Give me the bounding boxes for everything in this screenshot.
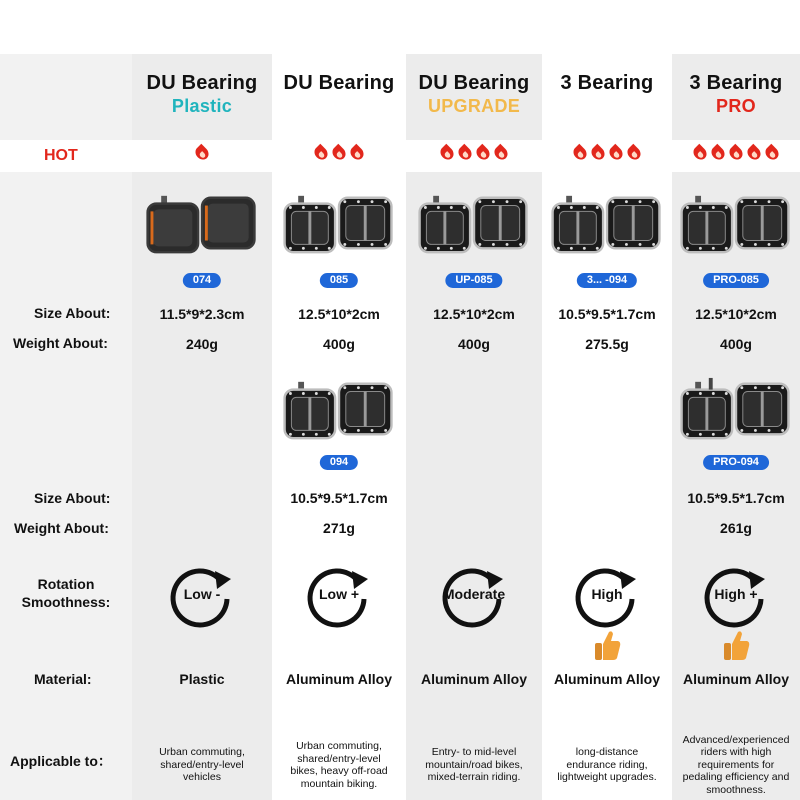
hot-rating xyxy=(672,144,800,162)
applicable-line: endurance riding, xyxy=(566,758,648,771)
applicable-text xyxy=(132,746,272,784)
rotation-dial-icon xyxy=(703,563,769,629)
smoothness-value: Low - xyxy=(183,586,221,602)
pedal-photo xyxy=(272,190,406,258)
weight-label-2: Weight About: xyxy=(14,520,109,536)
column-subtitle: Plastic xyxy=(171,96,233,116)
applicable-line: mountain/road bikes, xyxy=(425,758,523,771)
pedal-photo xyxy=(542,190,672,258)
column-title: DU Bearing xyxy=(146,72,258,94)
flame-icon xyxy=(746,144,762,162)
applicable-line: pedaling efficiency and xyxy=(682,771,790,784)
applicable-line: Advanced/experienced xyxy=(682,733,790,746)
applicable-text xyxy=(672,734,800,797)
flame-icon xyxy=(493,144,509,162)
weight-value: 275.5g xyxy=(585,336,629,352)
size-label-2: Size About: xyxy=(34,490,111,506)
product-column xyxy=(542,54,672,800)
applicable-text xyxy=(542,746,672,784)
size-label: Size About: xyxy=(34,305,111,321)
weight-value: 400g xyxy=(323,336,355,352)
applicable-text xyxy=(406,746,542,784)
hot-rating xyxy=(542,144,672,162)
size-value: 11.5*9*2.3cm xyxy=(159,306,245,322)
applicable-line: Urban commuting, xyxy=(296,740,382,752)
weight-value: 400g xyxy=(720,336,752,352)
flame-icon xyxy=(457,144,473,162)
pedal-photo xyxy=(672,190,800,258)
weight-value: 400g xyxy=(458,336,490,352)
applicable-line: vehicles xyxy=(183,771,221,784)
model-badge: 3... -094 xyxy=(577,273,637,288)
flame-icon xyxy=(572,144,588,162)
flame-icon xyxy=(475,144,491,162)
pedal-image xyxy=(677,376,795,444)
flame-icon xyxy=(313,144,329,162)
size-value: 10.5*9.5*1.7cm xyxy=(558,306,656,322)
size-value: 12.5*10*2cm xyxy=(695,306,777,322)
pedal-image xyxy=(280,190,398,258)
model-badge: 094 xyxy=(320,455,358,470)
flame-icon xyxy=(728,144,744,162)
weight-value: 271g xyxy=(323,520,355,536)
pedal-image xyxy=(280,376,398,444)
applicable-line: requirements for xyxy=(697,758,775,771)
flame-icon xyxy=(626,144,642,162)
material-value: Aluminum Alloy xyxy=(285,671,393,687)
size-value: 12.5*10*2cm xyxy=(433,306,515,322)
product-column xyxy=(272,54,406,800)
flame-icon xyxy=(590,144,606,162)
smoothness-value: High + xyxy=(714,586,758,602)
column-title: 3 Bearing xyxy=(560,72,654,94)
applicable-line: mixed-terrain riding. xyxy=(427,771,521,784)
pedal-photo xyxy=(672,376,800,444)
applicable-line: shared/entry-level xyxy=(297,752,381,765)
rotation-dial-icon xyxy=(441,563,507,629)
material-value: Aluminum Alloy xyxy=(682,671,790,687)
applicable-line: shared/entry-level xyxy=(160,758,244,771)
rotation-dial-icon xyxy=(574,563,640,629)
applicable-line: bikes, heavy off-road xyxy=(290,765,388,777)
material-value: Plastic xyxy=(179,671,225,687)
thumbs-up-icon xyxy=(721,628,751,662)
size-value: 10.5*9.5*1.7cm xyxy=(687,490,785,506)
weight-value: 240g xyxy=(186,336,218,352)
weight-value: 261g xyxy=(720,520,752,536)
pedal-photo xyxy=(272,376,406,444)
applicable-line: riders with high xyxy=(700,746,772,759)
column-subtitle: UPGRADE xyxy=(427,96,521,116)
hot-rating xyxy=(406,144,542,162)
size-value: 10.5*9.5*1.7cm xyxy=(290,490,388,506)
pedal-photo xyxy=(406,190,542,258)
pedal-image xyxy=(548,190,666,258)
applicable-text xyxy=(272,740,406,790)
thumbs-up-icon xyxy=(592,628,622,662)
flame-icon xyxy=(692,144,708,162)
flame-icon xyxy=(331,144,347,162)
model-badge: 074 xyxy=(183,273,221,288)
flame-icon xyxy=(710,144,726,162)
pedal-image xyxy=(415,190,533,258)
rotation-dial-icon xyxy=(169,563,235,629)
material-value: Aluminum Alloy xyxy=(420,671,528,687)
applicable-line: lightweight upgrades. xyxy=(557,771,657,784)
hot-label: HOT xyxy=(44,147,78,164)
flame-icon xyxy=(608,144,624,162)
flame-icon xyxy=(764,144,780,162)
product-column xyxy=(672,54,800,800)
size-value: 12.5*10*2cm xyxy=(298,306,380,322)
pedal-photo xyxy=(132,190,272,258)
rotation-label-line1: Rotation xyxy=(37,576,95,592)
hot-rating xyxy=(272,144,406,162)
hot-rating xyxy=(132,144,272,162)
smoothness-value: High xyxy=(591,586,623,602)
flame-icon xyxy=(194,144,210,162)
rotation-label-line2: Smoothness: xyxy=(21,594,111,610)
product-column xyxy=(406,54,542,800)
applicable-line: mountain biking. xyxy=(300,777,378,790)
column-title: DU Bearing xyxy=(283,72,395,94)
applicable-line: Urban commuting, xyxy=(159,746,245,759)
applicable-line: Entry- to mid-level xyxy=(431,746,517,759)
rotation-dial-icon xyxy=(306,563,372,629)
pedal-image xyxy=(143,190,261,258)
flame-icon xyxy=(439,144,455,162)
applicable-line: smoothness. xyxy=(706,783,766,796)
smoothness-value: Low + xyxy=(318,586,360,602)
model-badge: PRO-085 xyxy=(703,273,769,288)
flame-icon xyxy=(349,144,365,162)
applicable-line: long-distance xyxy=(575,746,639,759)
weight-label: Weight About: xyxy=(13,335,108,351)
column-title: 3 Bearing xyxy=(689,72,783,94)
column-subtitle: PRO xyxy=(716,96,756,116)
model-badge: 085 xyxy=(320,273,358,288)
material-label: Material: xyxy=(34,671,92,687)
smoothness-value: Moderate xyxy=(442,586,506,602)
model-badge: UP-085 xyxy=(445,273,502,288)
pedal-image xyxy=(677,190,795,258)
column-title: DU Bearing xyxy=(418,72,530,94)
product-column xyxy=(132,54,272,800)
material-value: Aluminum Alloy xyxy=(553,671,661,687)
model-badge: PRO-094 xyxy=(703,455,769,470)
applicable-label: Applicable to： xyxy=(10,753,112,769)
